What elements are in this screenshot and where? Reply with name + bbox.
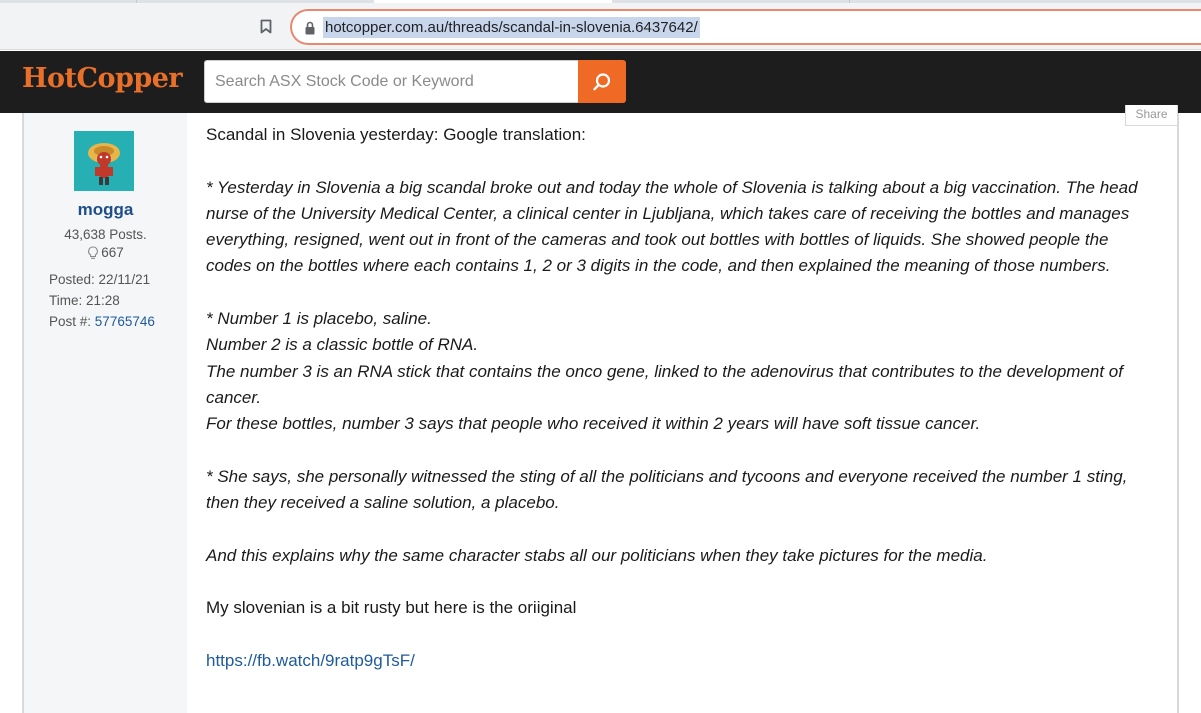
likes-value: 667 xyxy=(101,245,124,260)
url-text[interactable]: hotcopper.com.au/threads/scandal-in-slovenia.6437642/ xyxy=(325,19,698,36)
bookmark-button[interactable] xyxy=(254,14,278,38)
site-header xyxy=(0,51,1201,113)
address-bar[interactable] xyxy=(290,9,1201,45)
posted-label: Posted: xyxy=(49,272,95,287)
external-link[interactable]: https://fb.watch/9ratp9gTsF/ xyxy=(206,650,415,670)
share-button[interactable]: Share xyxy=(1125,105,1178,126)
browser-toolbar xyxy=(0,3,1201,50)
likes-count xyxy=(24,245,187,260)
search-button[interactable] xyxy=(578,60,626,103)
posted-time xyxy=(49,293,120,308)
quote-line-2: Number 2 is a classic bottle of RNA. xyxy=(206,335,479,355)
posted-date xyxy=(49,272,150,287)
postnum-label: Post #: xyxy=(49,314,92,329)
quote-line-3: The number 3 is an RNA stick that contains the onco gene, linked to the adenovirus that contributes to the development of cancer. xyxy=(206,361,1123,407)
post-count: 43,638 Posts. xyxy=(64,227,147,242)
post-number-link[interactable]: 57765746 xyxy=(94,314,155,329)
search-icon xyxy=(592,72,612,92)
lock-icon[interactable] xyxy=(303,20,317,36)
post-content xyxy=(206,122,1156,674)
bookmark-icon xyxy=(260,19,272,34)
username[interactable]: mogga xyxy=(77,200,134,219)
quote-line-4: For these bottles, number 3 says that people who received it within 2 years will have soft tissue cancer. xyxy=(206,414,981,434)
time-label: Time: xyxy=(49,293,83,308)
site-logo[interactable]: HotCopper xyxy=(22,63,183,94)
quote-paragraph-1: * Yesterday in Slovenia a big scandal broke out and today the whole of Slovenia is talking about a big vaccination. The head nurse of the University Medical Center, a clinical center in Ljubljana, which takes care of receiving the bottles and manages everything, resigned, went out in front of the cameras and took out bottles with bottles of liquids. She showed people the codes on the bottles where each contains 1, 2 or 3 digits in the code, and then explained the meaning of those numbers. xyxy=(206,177,1138,276)
post-number xyxy=(49,314,155,329)
lightbulb-icon xyxy=(87,246,99,260)
time-value: 21:28 xyxy=(86,293,120,308)
site-search xyxy=(204,60,626,103)
post-intro: Scandal in Slovenia yesterday: Google translation: xyxy=(206,125,586,144)
quote-line-1: * Number 1 is placebo, saline. xyxy=(206,309,432,329)
quote-paragraph-4: And this explains why the same character stabs all our politicians when they take pictures for the media. xyxy=(206,545,988,565)
quote-paragraph-3: * She says, she personally witnessed the sting of all the politicians and tycoons and everyone received the number 1 sting, then they received a saline solution, a placebo. xyxy=(206,466,1128,513)
avatar[interactable] xyxy=(74,131,134,191)
search-input[interactable] xyxy=(204,60,579,103)
posted-value: 22/11/21 xyxy=(98,272,151,287)
post-outro: My slovenian is a bit rusty but here is the oriiginal xyxy=(206,598,577,618)
avatar-image xyxy=(74,131,134,191)
